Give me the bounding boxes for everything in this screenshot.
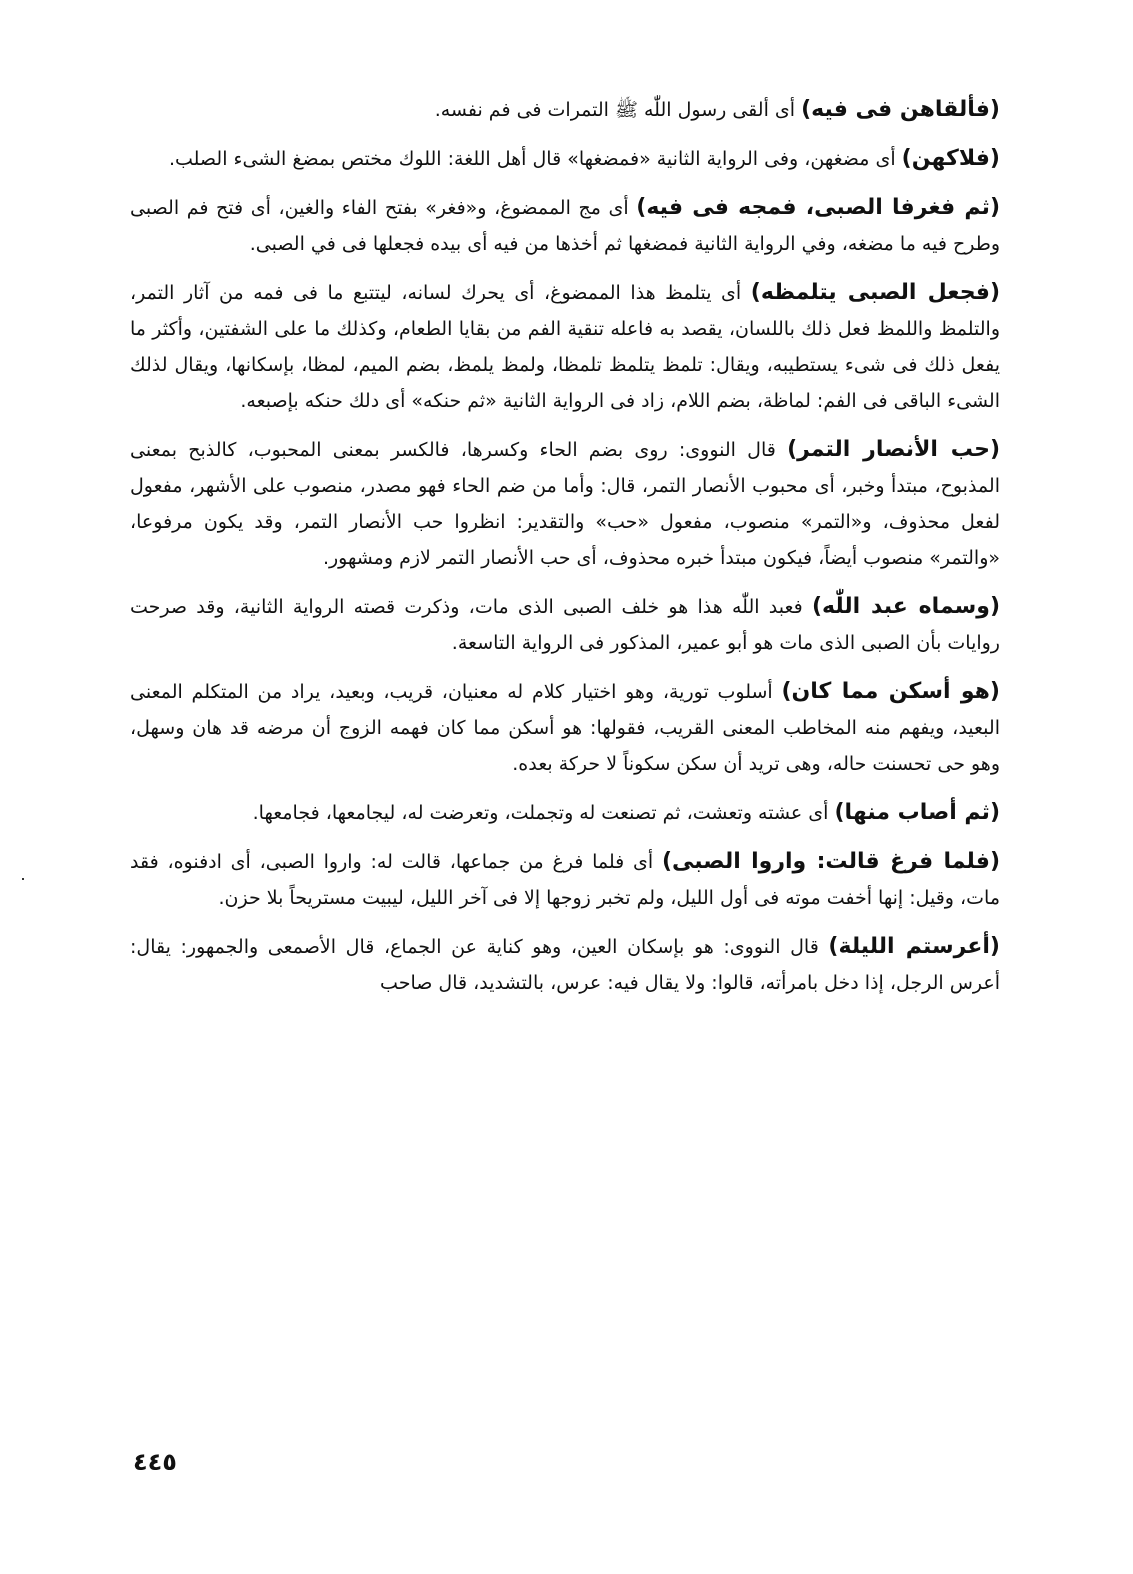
paragraph [130, 589, 1000, 661]
paragraph [130, 432, 1000, 576]
paragraph-text: أى مج الممضوغ، و«فغر» بفتح الفاء والغين، أى فتح فم الصبى وطرح فيه ما مضغه، وفي الرواية الثانية فمضغها ثم أخذها من فيه أى بيده فجعلها فى في الصبى. [130, 197, 1000, 255]
paragraph-text: أى ألقى رسول اللّٰه ﷺ التمرات فى فم نفسه. [434, 99, 796, 121]
paragraph-heading: (أعرستم الليلة) [828, 934, 1000, 959]
paragraph [130, 141, 1000, 177]
paragraph-text: فعبد اللّٰه هذا هو خلف الصبى الذى مات، وذكرت قصته الرواية الثانية، وقد صرحت روايات بأن الصبى الذى مات هو أبو عمير، المذكور فى الرواية التاسعة. [130, 596, 1000, 654]
paragraph-text: قال النووى: هو بإسكان العين، وهو كناية عن الجماع، قال الأصمعى والجمهور: يقال: أعرس الرجل، إذا دخل بامرأته، قالوا: ولا يقال فيه: عرس، بالتشديد، قال صاحب [130, 936, 1000, 994]
paragraph-heading: (ثم فغرفا الصبى، فمجه فى فيه) [636, 195, 1000, 220]
paragraph [130, 92, 1000, 128]
paragraph [130, 275, 1000, 419]
paragraph [130, 190, 1000, 262]
paragraph-text: أى يتلمظ هذا الممضوغ، أى يحرك لسانه، ليتتبع ما فى فمه من آثار التمر، والتلمظ واللمظ فعل ذلك باللسان، يقصد به فاعله تنقية الفم من بقايا الطعام، وكذلك ما على الشفتين، وأكثر ما يفعل ذلك فى شىء يستطيبه، ويقال: تلمظ يتلمظ تلمظا، ولمظ يلمظ، بضم الميم، لمظا، بإسكانها، ويقال لذلك الشىء الباقى فى الفم: لماظة، بضم اللام، زاد فى الرواية الثانية «ثم حنكه» أى دلك حنكه بإصبعه. [130, 282, 1000, 412]
paragraph-text: أى عشته وتعشت، ثم تصنعت له وتجملت، وتعرضت له، ليجامعها، فجامعها. [252, 802, 829, 824]
paragraph-text: أى مضغهن، وفى الرواية الثانية «فمضغها» قال أهل اللغة: اللوك مختص بمضغ الشىء الصلب. [168, 148, 896, 170]
scan-speck [22, 878, 24, 880]
paragraph-text: قال النووى: روى بضم الحاء وكسرها، فالكسر بمعنى المحبوب، كالذبح بمعنى المذبوح، مبتدأ وخبر، أى محبوب الأنصار التمر، قال: وأما من ضم الحاء فهو مصدر، منصوب على الأشهر، مفعول لفعل محذوف، و«التمر» منصوب، مفعول «حب» والتقدير: انظروا حب الأنصار التمر، وقد يكون مرفوعا، «والتمر» منصوب أيضاً، فيكون مبتدأ خبره محذوف، أى حب الأنصار التمر لازم ومشهور. [130, 439, 1000, 569]
page-number: ٤٤٥ [133, 1448, 177, 1476]
paragraph-heading: (فلاكهن) [901, 146, 1000, 171]
paragraph-heading: (وسماه عبد اللّٰه) [812, 594, 1000, 619]
paragraph-heading: (حب الأنصار التمر) [787, 437, 1000, 462]
paragraph-heading: (هو أسكن مما كان) [781, 679, 1000, 704]
paragraph-heading: (فلما فرغ قالت: واروا الصبى) [661, 849, 1000, 874]
paragraph [130, 674, 1000, 782]
paragraph-heading: (فألقاهن فى فيه) [801, 97, 1000, 122]
paragraph-heading: (فجعل الصبى يتلمظه) [750, 280, 1001, 305]
paragraph [130, 929, 1000, 1001]
paragraph-heading: (ثم أصاب منها) [834, 800, 1000, 825]
paragraph [130, 795, 1000, 831]
page-body [130, 92, 1000, 1014]
paragraph-text: أسلوب تورية، وهو اختيار كلام له معنيان، قريب، وبعيد، يراد من المتكلم المعنى البعيد، ويفهم منه المخاطب المعنى القريب، فقولها: هو أسكن مما كان فهمه الزوج أن مرضه قد هان وسهل، وهو حى تحسنت حاله، وهى تريد أن سكن سكوناً لا حركة بعده. [130, 681, 1000, 775]
paragraph [130, 844, 1000, 916]
paragraph-text: أى فلما فرغ من جماعها، قالت له: واروا الصبى، أى ادفنوه، فقد مات، وقيل: إنها أخفت موته فى أول الليل، ولم تخبر زوجها إلا فى آخر الليل، ليبيت مستريحاً بلا حزن. [130, 851, 1000, 909]
